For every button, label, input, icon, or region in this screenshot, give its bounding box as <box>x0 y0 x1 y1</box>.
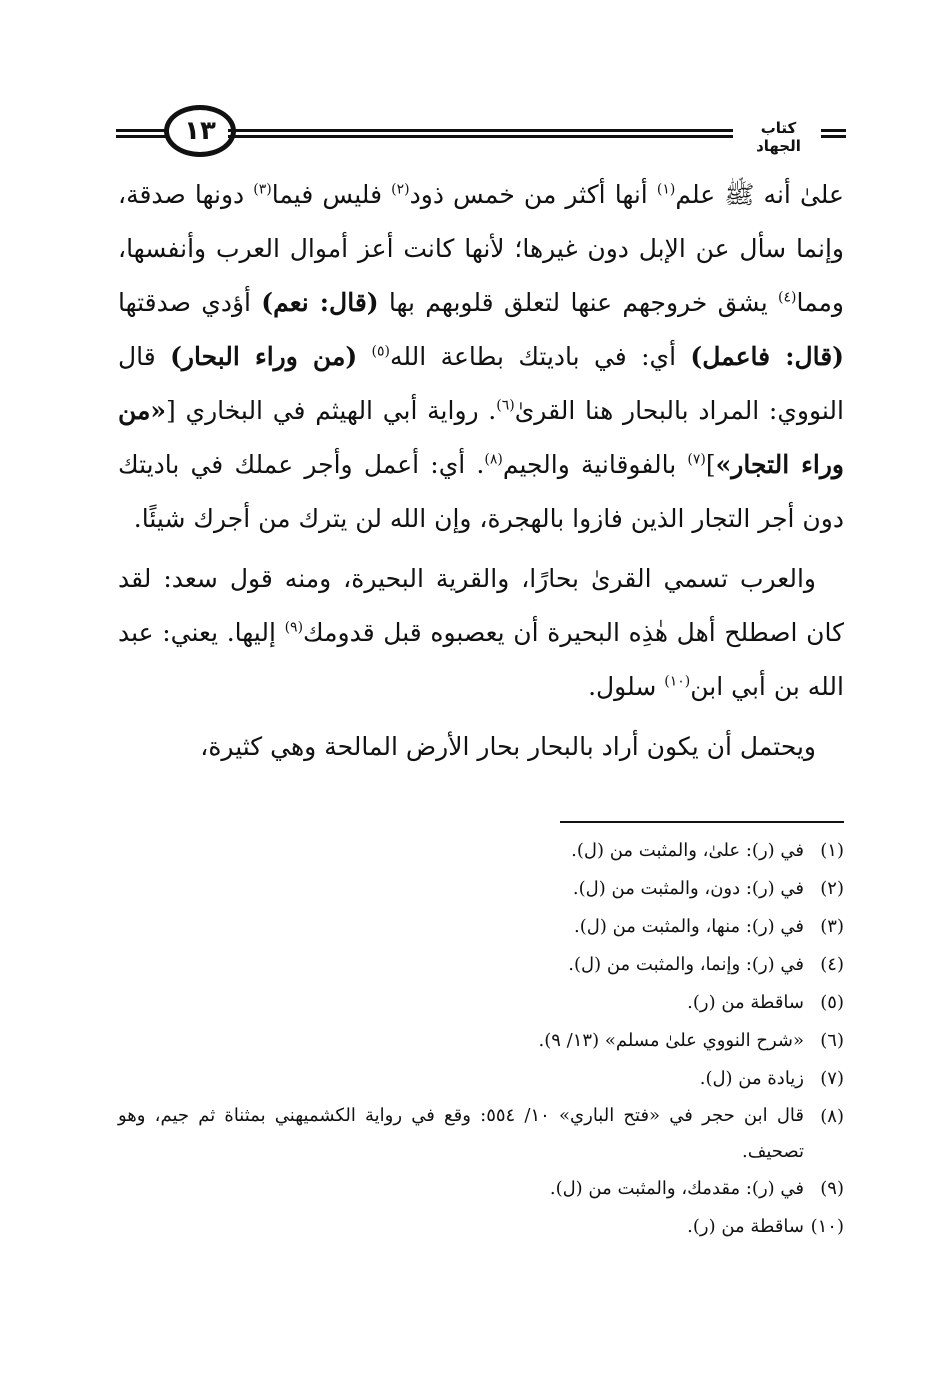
footnote-item <box>118 1170 844 1208</box>
text-run: ] <box>705 450 716 479</box>
main-text <box>118 168 844 774</box>
footnote-ref[interactable]: (٤) <box>777 289 797 306</box>
footnote-item <box>118 1022 844 1060</box>
hadith-quote: «من وراء التجار» <box>118 396 844 479</box>
footnote-item <box>118 832 844 870</box>
footnote-item <box>118 908 844 946</box>
footnote-ref[interactable]: (٣) <box>253 181 272 198</box>
footnote-ref[interactable]: (٢) <box>391 181 410 198</box>
footnote-number: (٤) <box>820 954 844 975</box>
footnote-ref[interactable]: (٥) <box>371 343 390 360</box>
footnote-item <box>118 1098 844 1170</box>
footnote-ref[interactable]: (١) <box>656 181 676 198</box>
text-run: دونها صدقة، وإنما سأل عن الإبل دون غيرها؛ لأنها كانت أعز أموال العرب وأنفسها، ومما <box>118 180 844 317</box>
footnote-text: في (ر): وإنما، والمثبت من (ل). <box>568 954 804 975</box>
hadith-quote: (من وراء البحار) <box>170 342 358 371</box>
paragraph-3 <box>118 720 844 774</box>
footnote-text: «شرح النووي علىٰ مسلم» (١٣/ ٩). <box>538 1030 804 1051</box>
hadith-quote: (قال: فاعمل) <box>690 342 845 371</box>
footnote-ref[interactable]: (١٠) <box>664 673 691 690</box>
paragraph-1 <box>118 168 844 546</box>
page-number: ١٣ <box>164 105 236 157</box>
footnotes-list <box>118 832 844 1246</box>
footnote-text: في (ر): منها، والمثبت من (ل). <box>574 916 804 937</box>
text-run: يشق خروجهم عنها لتعلق قلوبهم بها <box>378 288 778 317</box>
footnote-number: (٦) <box>820 1030 844 1051</box>
footnote-item <box>118 870 844 908</box>
footnote-item <box>118 946 844 984</box>
footnote-text: زيادة من (ل). <box>699 1068 804 1089</box>
text-run: أنها أكثر من خمس ذود <box>409 180 657 209</box>
text-run: أي: في باديتك بطاعة الله <box>390 342 691 371</box>
footnote-separator <box>560 821 844 823</box>
footnote-text: ساقطة من (ر). <box>687 992 804 1013</box>
footnote-number: (١٠) <box>810 1216 844 1237</box>
text-run <box>357 342 371 371</box>
header-rule-end <box>821 129 846 141</box>
footnote-ref[interactable]: (٩) <box>284 619 304 636</box>
footnote-ref[interactable]: (٧) <box>687 451 706 468</box>
footnote-item <box>118 984 844 1022</box>
footnote-text: في (ر): علىٰ، والمثبت من (ل). <box>571 840 804 861</box>
paragraph-2 <box>118 552 844 714</box>
header-rule-left <box>116 129 168 141</box>
footnote-number: (٧) <box>820 1068 844 1089</box>
footnote-ref[interactable]: (٨) <box>484 451 503 468</box>
footnote-number: (١) <box>820 840 844 861</box>
footnote-text: ساقطة من (ر). <box>687 1216 804 1237</box>
footnote-text: في (ر): دون، والمثبت من (ل). <box>572 878 804 899</box>
footnote-item <box>118 1208 844 1246</box>
footnote-ref[interactable]: (٦) <box>496 397 515 414</box>
text-run: والعرب تسمي القرىٰ بحارًا، والقرية البحيرة، ومنه قول سعد: لقد كان اصطلح أهل هٰذِه البحيرة أن يعصبوه قبل قدومك <box>118 564 844 647</box>
footnote-number: (٥) <box>820 992 844 1013</box>
text-run: . أي: أعمل وأجر عملك في باديتك دون أجر التجار الذين فازوا بالهجرة، وإن الله لن يترك من أجرك شيئًا. <box>118 450 844 533</box>
book-title: كتاب الجهاد <box>756 119 801 155</box>
hadith-quote: (قال: نعم) <box>261 288 379 317</box>
footnote-number: (٨) <box>820 1106 844 1127</box>
footnote-item <box>118 1060 844 1098</box>
text-run: علىٰ أنه ﷺ علم <box>675 180 844 209</box>
footnote-number: (٩) <box>820 1178 844 1199</box>
text-run: ويحتمل أن يكون أراد بالبحار بحار الأرض المالحة وهي كثيرة، <box>200 732 816 761</box>
page-header <box>116 103 846 163</box>
footnote-number: (٢) <box>820 878 844 899</box>
text-run: . رواية أبي الهيثم في البخاري [ <box>166 396 497 425</box>
footnote-text: في (ر): مقدمك، والمثبت من (ل). <box>549 1178 804 1199</box>
text-run: بالفوقانية والجيم <box>502 450 688 479</box>
text-run: سلول. <box>588 672 665 701</box>
footnote-text: قال ابن حجر في «فتح الباري» ١٠/ ٥٥٤: وقع في رواية الكشميهني بمثناة ثم جيم، وهو تصحيف. <box>118 1105 805 1162</box>
text-run: إليها. يعني: عبد الله بن أبي ابن <box>118 618 844 701</box>
header-rule-right <box>228 129 733 141</box>
text-run: قال النووي: المراد بالبحار هنا القرىٰ <box>118 342 844 425</box>
text-run: أؤدي صدقتها <box>118 288 262 317</box>
text-run: فليس فيما <box>271 180 392 209</box>
footnote-number: (٣) <box>820 916 844 937</box>
